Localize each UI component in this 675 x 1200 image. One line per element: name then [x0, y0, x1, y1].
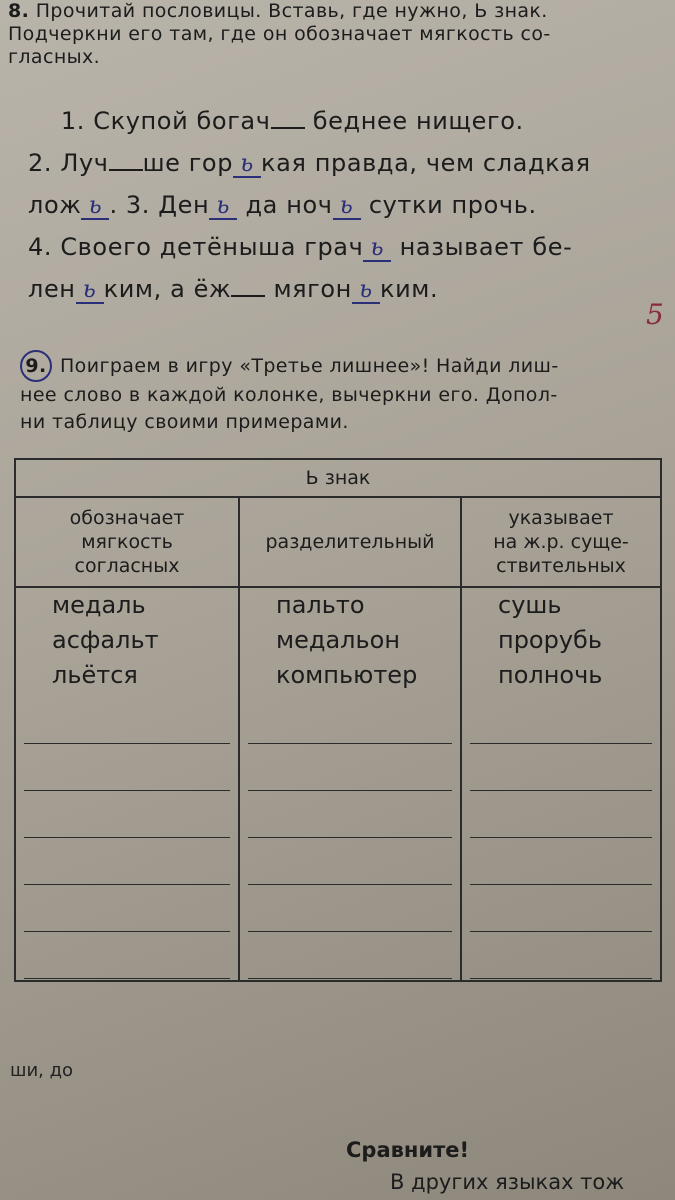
teacher-grade: 5 — [646, 298, 664, 331]
proverb-line-4: 4. Своего детёныша грач ь называет бе- — [28, 233, 573, 261]
proverb-line-3: лож ь . 3. Ден ь да ноч ь сутки прочь. — [28, 191, 537, 219]
answer-line[interactable] — [248, 885, 452, 932]
soft-sign-table — [14, 458, 662, 982]
word[interactable]: прорубь — [498, 626, 602, 654]
answer-line[interactable] — [24, 838, 230, 885]
answer-line[interactable] — [24, 693, 230, 744]
word[interactable]: пальто — [276, 591, 365, 619]
answer-line[interactable] — [470, 838, 652, 885]
exercise-8-number: 8. — [8, 0, 30, 22]
answer-line[interactable] — [248, 791, 452, 838]
answer-line[interactable] — [470, 791, 652, 838]
answer-line[interactable] — [248, 838, 452, 885]
exercise-9-number: 9. — [20, 350, 52, 382]
proverb-line-1: 1. Скупой богач беднее нищего. — [60, 107, 524, 135]
word[interactable]: полночь — [498, 661, 603, 689]
column-header-separating: разделительный — [239, 497, 461, 587]
instruction-line-1: Прочитай пословицы. Вставь, где нужно, Ь знак. — [35, 0, 548, 22]
word[interactable]: медаль — [52, 591, 146, 619]
handwritten-soft-sign[interactable]: ь — [76, 276, 104, 304]
answer-line[interactable] — [470, 932, 652, 979]
column-feminine — [461, 587, 661, 981]
handwritten-soft-sign[interactable]: ь — [333, 192, 361, 220]
proverbs-block — [28, 100, 668, 310]
blank-field[interactable] — [231, 295, 265, 297]
answer-line[interactable] — [248, 693, 452, 744]
answer-line[interactable] — [248, 932, 452, 979]
column-softness — [15, 587, 239, 981]
column-header-feminine: указывает на ж.р. суще- ствительных — [461, 497, 661, 587]
answer-line[interactable] — [24, 885, 230, 932]
answer-line[interactable] — [24, 932, 230, 979]
exercise-8-instruction — [8, 0, 668, 69]
word[interactable]: компьютер — [276, 661, 418, 689]
word[interactable]: медальон — [276, 626, 401, 654]
word[interactable]: льётся — [52, 661, 138, 689]
word[interactable]: сушь — [498, 591, 562, 619]
proverb-line-5: лен ь ким, а ёж мягон ь ким. — [28, 275, 439, 303]
handwritten-soft-sign[interactable]: ь — [363, 234, 391, 262]
next-page-fragment: ши, до — [10, 1060, 74, 1081]
compare-heading: Сравните! — [346, 1138, 470, 1162]
column-separating — [239, 587, 461, 981]
answer-line[interactable] — [470, 693, 652, 744]
compare-text: В других языках тож — [390, 1170, 625, 1194]
handwritten-soft-sign[interactable]: ь — [209, 192, 237, 220]
handwritten-soft-sign[interactable]: ь — [233, 150, 261, 178]
answer-line[interactable] — [24, 744, 230, 791]
table-caption: Ь знак — [15, 459, 661, 497]
column-header-softness: обозначает мягкость согласных — [15, 497, 239, 587]
answer-line[interactable] — [248, 744, 452, 791]
instruction-line-2: Подчеркни его там, где он обозначает мягкость со- — [8, 23, 551, 45]
answer-line[interactable] — [24, 791, 230, 838]
answer-line[interactable] — [470, 744, 652, 791]
blank-field[interactable] — [109, 169, 143, 171]
instruction-line-3: гласных. — [8, 46, 101, 68]
word[interactable]: асфальт — [52, 626, 159, 654]
exercise-9-instruction: 9. Поиграем в игру «Третье лишнее»! Найди лиш- нее слово в каждой колонке, вычеркни его. Допол- ни таблицу своими примерами. — [20, 350, 670, 436]
proverb-line-2: 2. Луч ше гор ь кая правда, чем сладкая — [28, 149, 591, 177]
answer-line[interactable] — [470, 885, 652, 932]
handwritten-soft-sign[interactable]: ь — [352, 276, 380, 304]
handwritten-soft-sign[interactable]: ь — [81, 192, 109, 220]
blank-field[interactable] — [271, 127, 305, 129]
